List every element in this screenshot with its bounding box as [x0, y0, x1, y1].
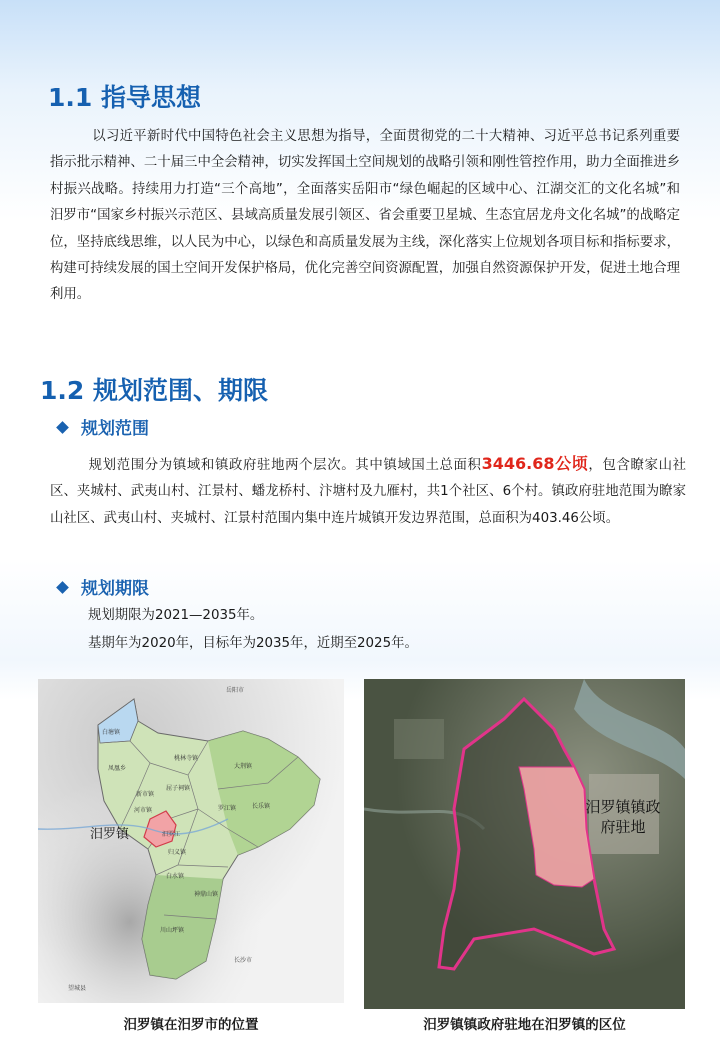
location-map-city — [38, 679, 344, 1003]
section-title-guiding-thought: 1.1 指导思想 — [48, 83, 201, 112]
caption-left-map: 汨罗镇在汨罗市的位置 — [123, 1017, 259, 1033]
map-small-label: 归义镇 — [168, 849, 187, 856]
map-small-label: 望城县 — [68, 985, 87, 992]
town-seat-annotation — [578, 797, 668, 837]
map-small-label: 凤凰乡 — [108, 765, 127, 772]
map-small-label: 屈子祠镇 — [166, 785, 191, 792]
map-small-label: 长乐镇 — [252, 803, 271, 810]
subheading-scope-label: 规划范围 — [81, 419, 149, 439]
map-small-label: 神鼎山镇 — [194, 891, 219, 898]
subheading-period — [58, 574, 149, 599]
map-small-label: 汨罗江 — [162, 831, 181, 838]
map-small-label: 大荆镇 — [234, 763, 253, 770]
map-small-label: 白塘镇 — [102, 729, 121, 736]
annotation-line-2: 府驻地 — [600, 818, 646, 836]
scope-paragraph — [50, 451, 686, 532]
diamond-bullet-icon — [56, 581, 69, 594]
guiding-thought-text: 以习近平新时代中国特色社会主义思想为指导，全面贯彻党的二十大精神、习近平总书记系列重要指示批示精神、二十届三中全会精神，切实发挥国土空间规划的战略引领和刚性管控作用，助力全面推进乡村振兴战略。持续用力打造“三个高地”，全面落实岳阳市“绿色崛起的区域中心、江湖交汇的文化名城”和汨罗市“国家乡村振兴示范区、县域高质量发展引领区、省会重要卫星城、生态宜居龙舟文化名城”的战略定位，坚持底线思维，以人民为中心，以绿色和高质量发展为主线，深化落实上位规划各项目标和指标要求，构建可持续发展的国土空间开发保护格局，优化完善空间资源配置，加强自然资源保护开发，促进土地合理利用。 — [50, 129, 680, 303]
map-small-label: 罗江镇 — [218, 805, 237, 812]
town-map-svg — [364, 679, 685, 1009]
diamond-bullet-icon — [56, 421, 69, 434]
scope-text-before: 规划范围分为镇域和镇政府驻地两个层次。其中镇域国土总面积 — [88, 458, 482, 473]
scope-text-after: ，包含瞭家山社区、夹城村、武夷山村、江景村、蟠龙桥村、汴塘村及九雁村，共1个社区、6个村。镇政府驻地范围为瞭家山社区、武夷山村、夹城村、江景村范围内集中连片城镇开发边界范围，总面积为403.46公顷。 — [50, 458, 686, 526]
period-line-1: 规划期限为2021—2035年。 — [88, 608, 264, 623]
map-small-label: 新市镇 — [136, 791, 155, 798]
subheading-period-label: 规划期限 — [81, 579, 149, 599]
map-small-label: 河市镇 — [134, 807, 153, 814]
period-line-2: 基期年为2020年，目标年为2035年，近期至2025年。 — [88, 636, 418, 651]
map-small-label: 川山坪镇 — [160, 927, 185, 934]
annotation-line-1: 汨罗镇镇政 — [585, 798, 661, 816]
guiding-thought-paragraph — [50, 124, 680, 309]
total-area-highlight: 3446.68公顷 — [481, 454, 589, 473]
map-label-miluo-town: 汨罗镇 — [90, 827, 130, 842]
map-small-label: 白水镇 — [166, 873, 185, 880]
map-small-label: 岳阳市 — [226, 687, 245, 694]
map-small-label: 长沙市 — [234, 957, 253, 964]
caption-right-map: 汨罗镇镇政府驻地在汨罗镇的区位 — [423, 1017, 626, 1033]
section-title-scope-period: 1.2 规划范围、期限 — [40, 376, 268, 405]
city-map-svg — [38, 679, 344, 1003]
subheading-scope — [58, 414, 149, 439]
location-map-town — [364, 679, 685, 1009]
map-small-label: 桃林寺镇 — [174, 755, 199, 762]
